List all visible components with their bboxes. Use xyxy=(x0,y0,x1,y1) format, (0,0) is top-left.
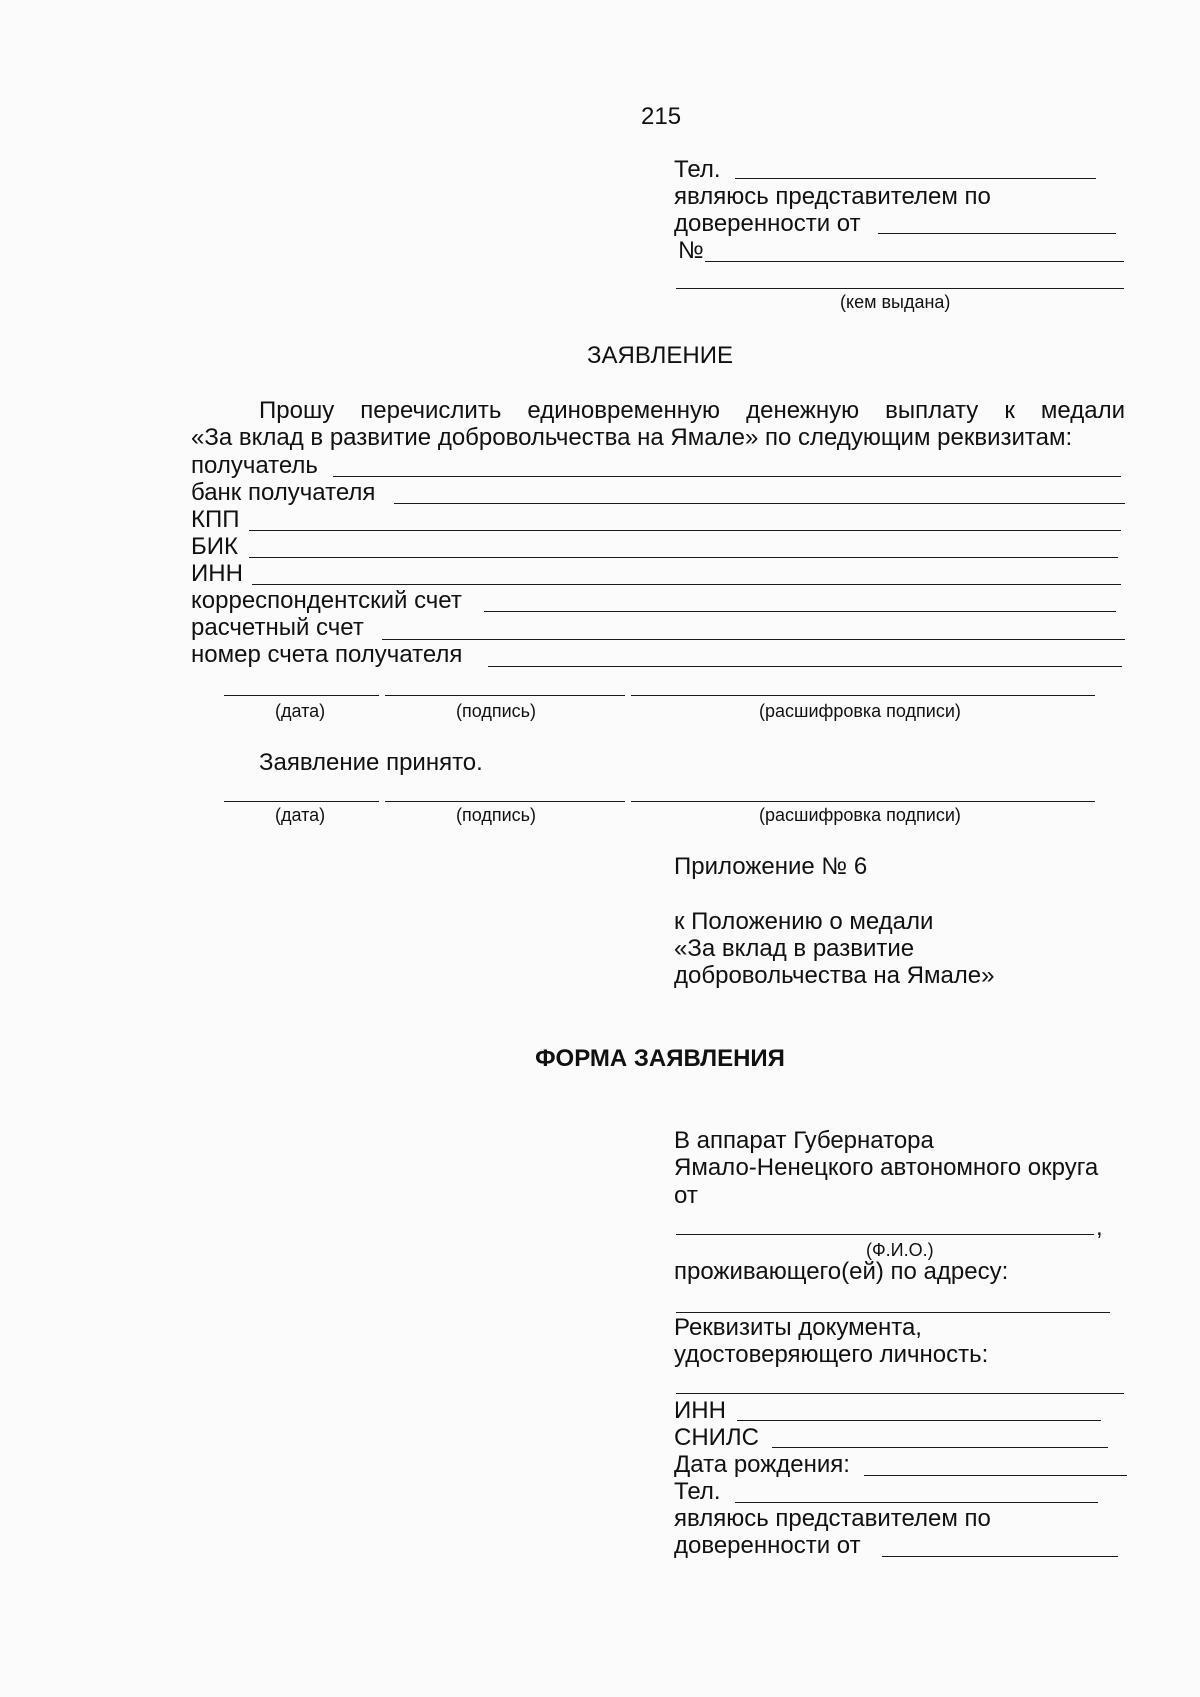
form-inn-label: ИНН xyxy=(674,1397,726,1424)
form-addr-line-3: от xyxy=(674,1182,698,1209)
sign1-signature-line xyxy=(385,695,625,696)
form-snils-line xyxy=(772,1447,1108,1448)
sign2-signature-caption: (подпись) xyxy=(456,805,537,825)
sign2-decoding-caption: (расшифровка подписи) xyxy=(759,805,961,825)
form-birth-line xyxy=(864,1475,1127,1476)
sign1-date-line xyxy=(224,695,379,696)
field-inn-label: ИНН xyxy=(191,560,243,587)
field-settlement-account-label: расчетный счет xyxy=(191,614,364,641)
field-kpp-label: КПП xyxy=(191,506,240,533)
appendix-line-2: «За вклад в развитие xyxy=(674,935,915,962)
application-title: ЗАЯВЛЕНИЕ xyxy=(587,342,733,369)
field-recipient-account-label: номер счета получателя xyxy=(191,641,463,668)
issued-by-caption: (кем выдана) xyxy=(840,292,951,312)
form-rep-line-2: доверенности от xyxy=(674,1532,861,1559)
appendix-number: Приложение № 6 xyxy=(674,853,868,880)
field-settlement-account-line xyxy=(382,639,1125,640)
form-addr-line-1: В аппарат Губернатора xyxy=(674,1127,934,1154)
form-snils-label: СНИЛС xyxy=(674,1424,759,1451)
field-bik-line xyxy=(249,557,1118,558)
tel-line xyxy=(735,178,1096,179)
field-bik-label: БИК xyxy=(191,533,238,560)
fio-line xyxy=(676,1234,1094,1235)
fio-caption: (Ф.И.О.) xyxy=(866,1240,934,1260)
attorney-number-line xyxy=(705,261,1124,262)
field-kpp-line xyxy=(249,530,1121,531)
page-number: 215 xyxy=(641,103,682,130)
appendix-line-1: к Положению о медали xyxy=(674,908,934,935)
form-tel-line xyxy=(735,1502,1098,1503)
residing-label: проживающего(ей) по адресу: xyxy=(674,1258,1009,1285)
sign2-date-caption: (дата) xyxy=(275,805,326,825)
form-tel-label: Тел. xyxy=(674,1478,721,1505)
field-recipient-line xyxy=(333,476,1121,477)
form-title: ФОРМА ЗАЯВЛЕНИЯ xyxy=(535,1045,785,1072)
application-intro-1: Прошу перечислить единовременную денежную выплату к медали xyxy=(259,397,1125,424)
field-corr-account-line xyxy=(484,611,1116,612)
form-birth-label: Дата рождения: xyxy=(674,1451,850,1478)
field-bank-line xyxy=(394,503,1125,504)
sign1-date-caption: (дата) xyxy=(275,701,326,721)
attorney-date-line xyxy=(878,233,1116,234)
form-inn-line xyxy=(737,1420,1101,1421)
sign2-signature-line xyxy=(385,801,625,802)
id-document-line xyxy=(676,1393,1124,1394)
sign1-decoding-line xyxy=(631,695,1095,696)
field-bank-label: банк получателя xyxy=(191,479,376,506)
tel-label: Тел. xyxy=(674,156,721,183)
fio-comma: , xyxy=(1096,1214,1103,1241)
field-inn-line xyxy=(252,584,1121,585)
form-attorney-date-line xyxy=(882,1556,1118,1557)
sign1-decoding-caption: (расшифровка подписи) xyxy=(759,701,961,721)
rep-line-2: доверенности от xyxy=(674,210,861,237)
number-label: № xyxy=(678,237,704,264)
doc-line-1: Реквизиты документа, xyxy=(674,1314,922,1341)
form-rep-line-1: являюсь представителем по xyxy=(674,1505,991,1532)
appendix-line-3: добровольчества на Ямале» xyxy=(674,962,995,989)
field-corr-account-label: корреспондентский счет xyxy=(191,587,462,614)
sign1-signature-caption: (подпись) xyxy=(456,701,537,721)
issued-by-line xyxy=(676,288,1124,289)
sign2-decoding-line xyxy=(631,801,1095,802)
field-recipient-account-line xyxy=(488,666,1122,667)
doc-line-2: удостоверяющего личность: xyxy=(674,1341,989,1368)
field-recipient-label: получатель xyxy=(191,452,318,479)
form-addr-line-2: Ямало-Ненецкого автономного округа xyxy=(674,1154,1099,1181)
sign2-date-line xyxy=(224,801,379,802)
address-line xyxy=(676,1312,1110,1313)
accepted-text: Заявление принято. xyxy=(259,749,483,776)
rep-line-1: являюсь представителем по xyxy=(674,183,991,210)
application-intro-2: «За вклад в развитие добровольчества на Ямале» по следующим реквизитам: xyxy=(191,424,1073,451)
